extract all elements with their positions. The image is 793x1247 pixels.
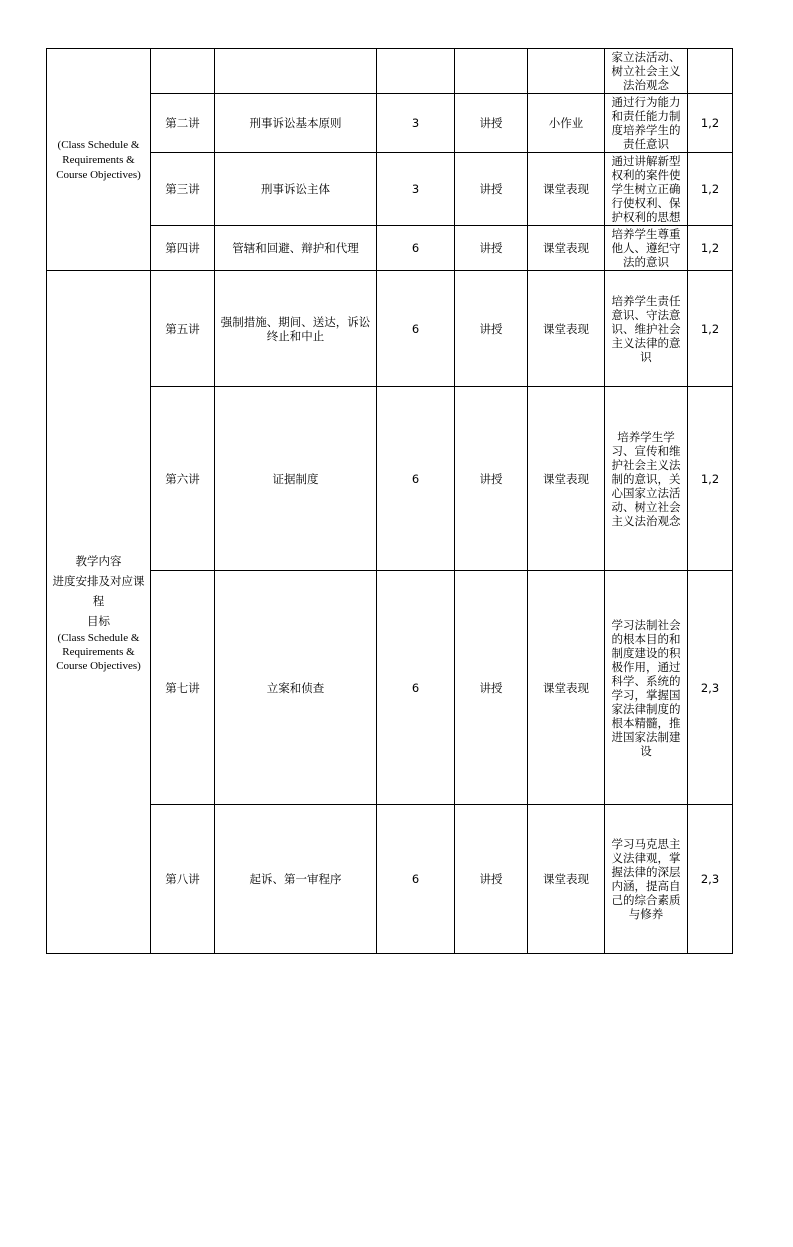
assessment-cell: 课堂表现 xyxy=(528,226,605,271)
category-en-line1: (Class Schedule & xyxy=(57,139,140,151)
lecture-cell: 第二讲 xyxy=(151,94,215,153)
topic-cell: 证据制度 xyxy=(215,387,377,571)
method-cell: 讲授 xyxy=(455,387,528,571)
hours-cell: 6 xyxy=(377,571,455,805)
objectives-cell: 1,2 xyxy=(688,271,733,387)
method-cell: 讲授 xyxy=(455,153,528,226)
hours-cell xyxy=(377,49,455,94)
category-zh-line2: 进度安排及对应课程 xyxy=(52,574,145,608)
topic-cell xyxy=(215,49,377,94)
hours-cell: 6 xyxy=(377,226,455,271)
hours-cell: 6 xyxy=(377,387,455,571)
objectives-cell: 2,3 xyxy=(688,571,733,805)
assessment-cell: 课堂表现 xyxy=(528,571,605,805)
topic-cell: 起诉、第一审程序 xyxy=(215,805,377,954)
assessment-cell: 课堂表现 xyxy=(528,153,605,226)
goal-cell: 培养学生尊重他人、遵纪守法的意识 xyxy=(605,226,688,271)
objectives-cell: 2,3 xyxy=(688,805,733,954)
method-cell: 讲授 xyxy=(455,571,528,805)
lecture-cell: 第六讲 xyxy=(151,387,215,571)
lecture-cell: 第五讲 xyxy=(151,271,215,387)
method-cell xyxy=(455,49,528,94)
objectives-cell xyxy=(688,49,733,94)
category-en-line3: Course Objectives) xyxy=(56,660,141,672)
category-en-line2: Requirements & xyxy=(62,646,135,658)
assessment-cell: 课堂表现 xyxy=(528,271,605,387)
hours-cell: 3 xyxy=(377,153,455,226)
objectives-cell: 1,2 xyxy=(688,153,733,226)
table-row xyxy=(47,49,733,94)
hours-cell: 6 xyxy=(377,271,455,387)
topic-cell: 立案和侦查 xyxy=(215,571,377,805)
category-en-line3: Course Objectives) xyxy=(56,169,141,181)
lecture-cell: 第八讲 xyxy=(151,805,215,954)
category-cell xyxy=(47,271,151,954)
goal-cell: 学习法制社会的根本目的和制度建设的积极作用，通过科学、系统的学习，掌握国家法律制度的根本精髓，推进国家法制建设 xyxy=(605,571,688,805)
goal-cell: 培养学生学习、宣传和维护社会主义法制的意识，关心国家立法活动、树立社会主义法治观念 xyxy=(605,387,688,571)
goal-cell: 通过行为能力和责任能力制度培养学生的责任意识 xyxy=(605,94,688,153)
goal-cell: 培养学生责任意识、守法意识、维护社会主义法律的意识 xyxy=(605,271,688,387)
goal-cell: 家立法活动、树立社会主义法治观念 xyxy=(605,49,688,94)
hours-cell: 6 xyxy=(377,805,455,954)
assessment-cell xyxy=(528,49,605,94)
topic-cell: 强制措施、期间、送达，诉讼终止和中止 xyxy=(215,271,377,387)
lecture-cell: 第三讲 xyxy=(151,153,215,226)
topic-cell: 管辖和回避、辩护和代理 xyxy=(215,226,377,271)
assessment-cell: 课堂表现 xyxy=(528,805,605,954)
topic-cell: 刑事诉讼基本原则 xyxy=(215,94,377,153)
method-cell: 讲授 xyxy=(455,226,528,271)
lecture-cell: 第四讲 xyxy=(151,226,215,271)
lecture-cell: 第七讲 xyxy=(151,571,215,805)
category-en-line1: (Class Schedule & xyxy=(57,632,140,644)
category-en-line2: Requirements & xyxy=(62,154,135,166)
method-cell: 讲授 xyxy=(455,271,528,387)
assessment-cell: 课堂表现 xyxy=(528,387,605,571)
objectives-cell: 1,2 xyxy=(688,226,733,271)
table-row xyxy=(47,271,733,387)
category-cell-continued xyxy=(47,49,151,271)
topic-cell: 刑事诉讼主体 xyxy=(215,153,377,226)
objectives-cell: 1,2 xyxy=(688,387,733,571)
category-zh-line1: 教学内容 xyxy=(75,554,122,568)
method-cell: 讲授 xyxy=(455,94,528,153)
objectives-cell: 1,2 xyxy=(688,94,733,153)
assessment-cell: 小作业 xyxy=(528,94,605,153)
method-cell: 讲授 xyxy=(455,805,528,954)
course-schedule-table xyxy=(46,48,733,954)
category-zh-line3: 目标 xyxy=(87,614,110,628)
goal-cell: 通过讲解新型权利的案件使学生树立正确行使权利、保护权利的思想 xyxy=(605,153,688,226)
lecture-cell xyxy=(151,49,215,94)
hours-cell: 3 xyxy=(377,94,455,153)
goal-cell: 学习马克思主义法律观，掌握法律的深层内涵，提高自己的综合素质与修养 xyxy=(605,805,688,954)
